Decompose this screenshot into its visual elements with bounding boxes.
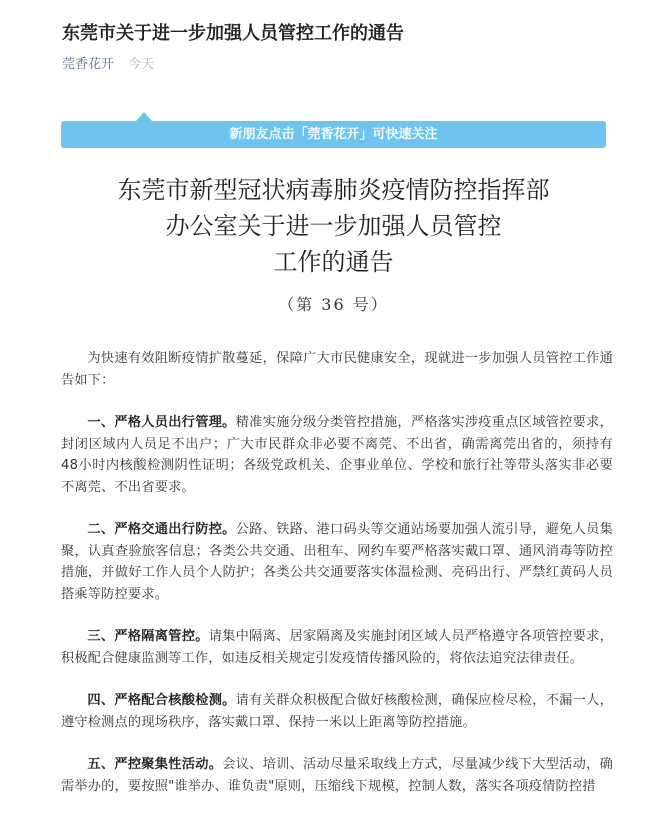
section-heading: 三、严格隔离管控。: [87, 629, 209, 644]
section-text: 会议、培训、活动尽量采取线上方式，尽量减少线下大型活动，确需举办的，要按照"谁举办、谁负责"原则，压缩线下规模，控制人数，落实各项疫情防控措: [61, 757, 613, 794]
section-heading: 二、严格交通出行防控。: [87, 522, 236, 537]
article-title: 东莞市关于进一步加强人员管控工作的通告: [62, 23, 404, 44]
section-paragraph: [61, 754, 613, 797]
section-text: 请有关群众积极配合做好核酸检测，确保应检尽检，不漏一人，遵守检测点的现场秩序，落实戴口罩、保持一米以上距离等防控措施。: [61, 693, 613, 730]
document-heading-line: 办公室关于进一步加强人员管控: [165, 212, 502, 240]
follow-banner-container: [61, 112, 606, 150]
section-heading: 五、严控聚集性活动。: [87, 757, 223, 772]
document-heading-line: 东莞市新型冠状病毒肺炎疫情防控指挥部: [117, 176, 550, 204]
section-text: 精准实施分级分类管控措施，严格落实涉疫重点区域管控要求，封闭区域内人员足不出户；广大市民群众非必要不离莞、不出省，确需离莞出省的，须持有48小时内核酸检测阴性证明；各级党政机关、企事业单位、学校和旅行社等带头落实非必要不离莞、不出省要求。: [61, 415, 613, 495]
account-name-link[interactable]: 莞香花开: [62, 57, 115, 72]
section-heading: 一、严格人员出行管理。: [87, 415, 236, 430]
document-number: （第 36 号）: [278, 295, 389, 314]
article-meta: [62, 56, 154, 74]
section-paragraph: [61, 519, 613, 605]
intro-paragraph: 为快速有效阻断疫情扩散蔓延，保障广大市民健康安全，现就进一步加强人员管控工作通告如下：: [61, 351, 613, 388]
document-heading-line: 工作的通告: [273, 248, 394, 276]
follow-banner[interactable]: 新朋友点击「莞香花开」可快速关注: [61, 121, 606, 148]
document-heading: [61, 172, 606, 280]
document-body: [61, 348, 613, 818]
publish-time: 今天: [128, 57, 155, 72]
banner-pointer-icon: [136, 112, 152, 121]
section-heading: 四、严格配合核酸检测。: [87, 693, 236, 708]
section-text: 请集中隔离、居家隔离及实施封闭区域人员严格遵守各项管控要求，积极配合健康监测等工作，如违反相关规定引发疫情传播风险的，将依法追究法律责任。: [61, 629, 613, 666]
section-text: 公路、铁路、港口码头等交通站场要加强人流引导，避免人员集聚，认真查验旅客信息；各类公共交通、出租车、网约车要严格落实戴口罩、通风消毒等防控措施，并做好工作人员个人防护；各类公共交通要落实体温检测、亮码出行、严禁红黄码人员搭乘等防控要求。: [61, 522, 613, 602]
section-paragraph: [61, 412, 613, 498]
section-paragraph: [61, 690, 613, 733]
section-paragraph: [61, 626, 613, 669]
